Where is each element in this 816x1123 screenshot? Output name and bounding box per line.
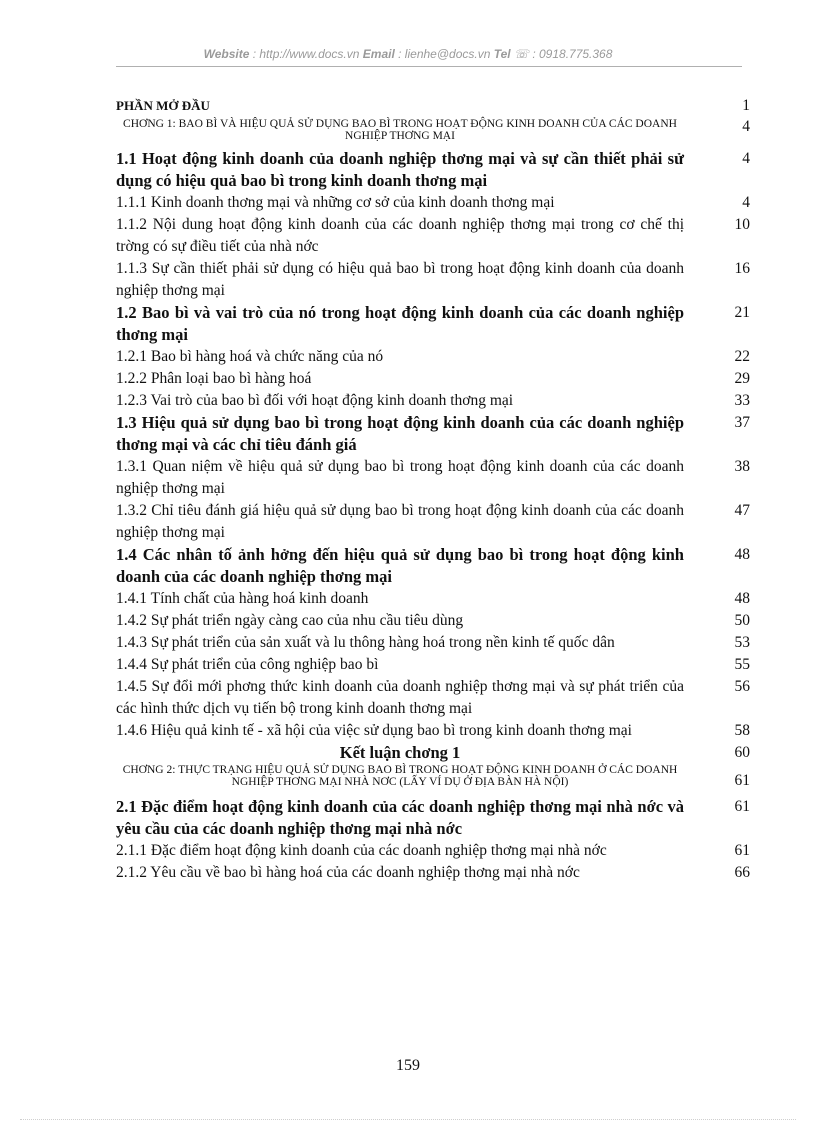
toc-entry-title: 1.1.3 Sự cần thiết phải sử dụng có hiệu quả bao bì trong hoạt động kinh doanh của doanh nghiệp thơng mại xyxy=(116,260,684,299)
toc-entry xyxy=(116,96,752,116)
toc-entry xyxy=(116,796,752,840)
toc-chapter xyxy=(116,118,752,142)
toc-chapter xyxy=(116,764,752,790)
toc-entry-page: 55 xyxy=(734,656,750,673)
toc-entry-title: CHƠNG 1: BAO BÌ VÀ HIỆU QUẢ SỬ DỤNG BAO BÌ TRONG HOẠT ĐỘNG KINH DOANH CỦA CÁC DOANH NGHIỆP THƠNG MẠI xyxy=(123,118,677,142)
toc-entry-page: 16 xyxy=(734,260,750,277)
toc-entry-page: 60 xyxy=(734,744,750,761)
toc-entry-title: 1.4 Các nhân tố ảnh hởng đến hiệu quả sử dụng bao bì trong hoạt động kinh doanh của các doanh nghiệp thơng mại xyxy=(116,545,684,586)
toc-entry xyxy=(116,500,752,544)
toc-entry-title: 1.1.1 Kinh doanh thơng mại và những cơ sở của kinh doanh thơng mại xyxy=(116,194,555,211)
toc-entry xyxy=(116,544,752,588)
toc-entry-page: 4 xyxy=(742,118,750,135)
toc-entry-page: 38 xyxy=(734,458,750,475)
toc-entry-title: 1.4.2 Sự phát triển ngày càng cao của nhu cầu tiêu dùng xyxy=(116,612,464,629)
toc-entry-title: 1.1.2 Nội dung hoạt động kinh doanh của các doanh nghiệp thơng mại trong cơ chế thị trờng có sự điều tiết của nhà nớc xyxy=(116,216,684,255)
toc-entry xyxy=(116,588,752,610)
website-url: : http://www.docs.vn xyxy=(252,47,360,61)
header-rule xyxy=(116,66,742,67)
toc-entry-title: 1.3 Hiệu quả sử dụng bao bì trong hoạt động kinh doanh của các doanh nghiệp thơng mại và các chỉ tiêu đánh giá xyxy=(116,413,684,454)
email-address: : lienhe@docs.vn xyxy=(398,47,491,61)
toc-entry-page: 61 xyxy=(734,798,750,815)
toc-entry-title: 1.4.6 Hiệu quả kinh tế - xã hội của việc sử dụng bao bì trong kinh doanh thơng mại xyxy=(116,722,632,739)
toc-entry-title: 1.2.1 Bao bì hàng hoá và chức năng của nó xyxy=(116,348,384,365)
toc-entry-title: CHƠNG 2: THỰC TRẠNG HIỆU QUẢ SỬ DỤNG BAO BÌ TRONG HOẠT ĐỘNG KINH DOANH Ở CÁC DOANH NGHIỆP THƠNG MẠI NHÀ NƠC (LẤY VÍ DỤ Ở ĐỊA BÀN HÀ NỘI) xyxy=(122,764,678,788)
toc-entry-title: 1.2.2 Phân loại bao bì hàng hoá xyxy=(116,370,312,387)
toc-entry-title: 1.1 Hoạt động kinh doanh của doanh nghiệp thơng mại và sự cần thiết phải sử dụng có hiệu quả bao bì trong kinh doanh thơng mại xyxy=(116,149,684,190)
toc-entry-page: 53 xyxy=(734,634,750,651)
toc-entry xyxy=(116,610,752,632)
toc-entry-page: 37 xyxy=(734,414,750,431)
toc-entry-page: 50 xyxy=(734,612,750,629)
toc-entry xyxy=(116,720,752,742)
toc-entry xyxy=(116,632,752,654)
phone-icon: ☏ xyxy=(513,47,529,61)
toc-entry-title: 2.1.2 Yêu cầu về bao bì hàng hoá của các doanh nghiệp thơng mại nhà nớc xyxy=(116,864,580,881)
toc-entry xyxy=(116,676,752,720)
email-label: Email xyxy=(362,47,395,61)
toc-entry-page: 1 xyxy=(742,97,750,114)
toc-entry-title: 2.1.1 Đặc điểm hoạt động kinh doanh của các doanh nghiệp thơng mại nhà nớc xyxy=(116,842,607,859)
toc-entry-page: 66 xyxy=(734,864,750,881)
page-number: 159 xyxy=(396,1057,420,1074)
page-header xyxy=(0,47,816,61)
toc-entry xyxy=(116,862,752,884)
toc-entry-title: 1.4.1 Tính chất của hàng hoá kinh doanh xyxy=(116,590,369,607)
toc-entry xyxy=(116,368,752,390)
toc-entry-page: 61 xyxy=(734,842,750,859)
toc-entry-title: 1.4.5 Sự đổi mới phơng thức kinh doanh của doanh nghiệp thơng mại và sự phát triển của các hình thức dịch vụ tiến bộ trong kinh doanh thơng mại xyxy=(116,678,684,717)
toc-entry xyxy=(116,456,752,500)
tel-number: : 0918.775.368 xyxy=(532,47,613,61)
toc-entry-page: 58 xyxy=(734,722,750,739)
toc-entry-page: 48 xyxy=(734,546,750,563)
toc-entry-page: 10 xyxy=(734,216,750,233)
toc-entry xyxy=(116,258,752,302)
toc-entry xyxy=(116,192,752,214)
toc-entry-title: Kết luận chơng 1 xyxy=(339,743,461,762)
toc-entry-page: 4 xyxy=(742,194,750,211)
toc-entry xyxy=(116,412,752,456)
toc-entry-page: 29 xyxy=(734,370,750,387)
toc-entry-title: 1.3.2 Chỉ tiêu đánh giá hiệu quả sử dụng bao bì trong hoạt động kinh doanh của các doanh nghiệp thơng mại xyxy=(116,502,684,541)
toc-entry-title: 1.3.1 Quan niệm về hiệu quả sử dụng bao bì trong hoạt động kinh doanh của các doanh nghiệp thơng mại xyxy=(116,458,684,497)
toc-entry-title: 1.2.3 Vai trò của bao bì đối với hoạt động kinh doanh thơng mại xyxy=(116,392,514,409)
website-label: Website xyxy=(203,47,250,61)
toc-entry-title: 1.2 Bao bì và vai trò của nó trong hoạt động kinh doanh của các doanh nghiệp thơng mại xyxy=(116,303,684,344)
table-of-contents xyxy=(116,96,752,884)
toc-entry xyxy=(116,148,752,192)
toc-entry xyxy=(116,214,752,258)
toc-entry-page: 22 xyxy=(734,348,750,365)
tel-label: Tel xyxy=(493,47,511,61)
toc-entry-page: 48 xyxy=(734,590,750,607)
toc-entry-title: 1.4.3 Sự phát triển của sản xuất và lu thông hàng hoá trong nền kinh tế quốc dân xyxy=(116,634,615,651)
toc-entry-page: 21 xyxy=(734,304,750,321)
toc-entry xyxy=(116,840,752,862)
toc-entry-page: 33 xyxy=(734,392,750,409)
toc-entry xyxy=(116,302,752,346)
toc-entry xyxy=(116,346,752,368)
toc-entry xyxy=(116,390,752,412)
toc-entry-title: 1.4.4 Sự phát triển của công nghiệp bao bì xyxy=(116,656,379,673)
toc-entry-title: 2.1 Đặc điểm hoạt động kinh doanh của các doanh nghiệp thơng mại nhà nớc và yêu cầu của các doanh nghiệp thơng mại nhà nớc xyxy=(116,797,684,838)
toc-entry xyxy=(116,654,752,676)
toc-entry-page: 4 xyxy=(742,150,750,167)
footer-divider xyxy=(20,1119,796,1120)
toc-conclusion xyxy=(116,742,752,764)
toc-entry-page: 56 xyxy=(734,678,750,695)
toc-entry-title: PHẦN MỞ ĐẦU xyxy=(116,98,210,113)
toc-entry-page: 61 xyxy=(734,772,750,789)
toc-entry-page: 47 xyxy=(734,502,750,519)
